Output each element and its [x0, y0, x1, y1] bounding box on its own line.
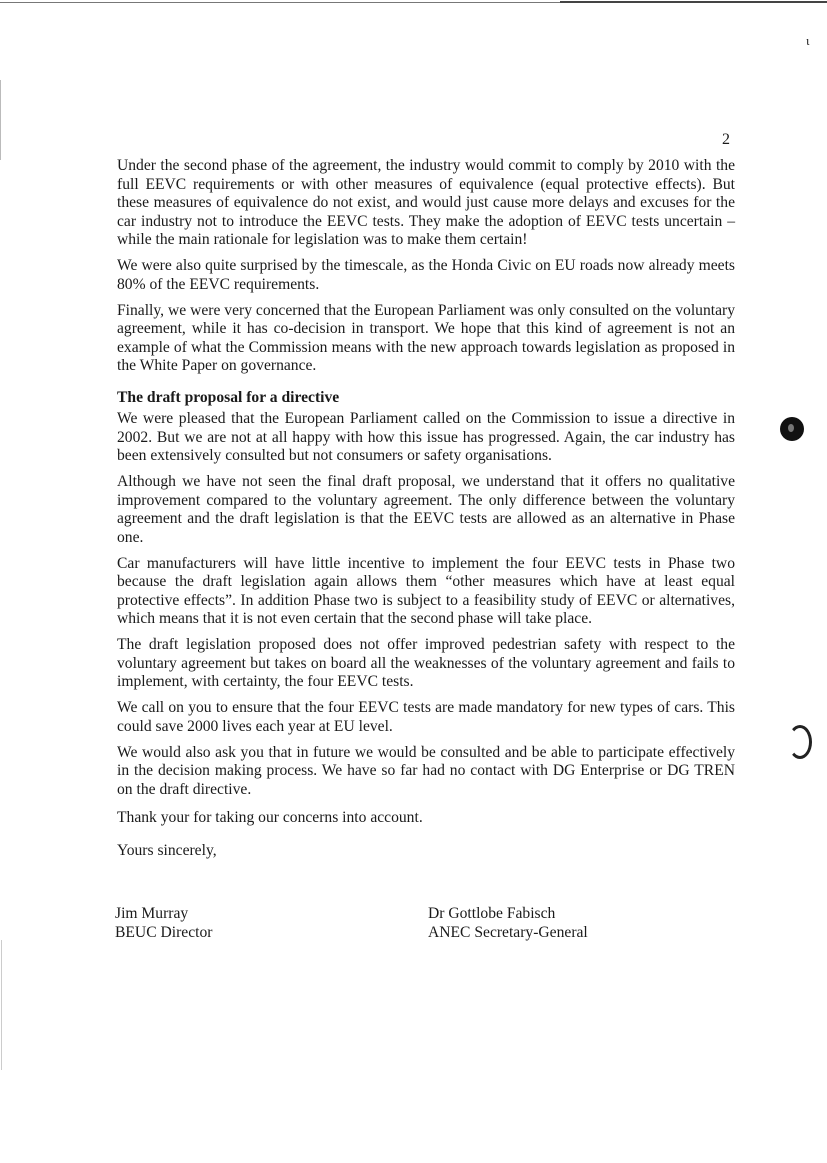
signatory-name: Dr Gottlobe Fabisch [428, 905, 556, 922]
paragraph: We would also ask you that in future we would be consulted and be able to participate effectively in the decision making process. We have so far had no contact with DG Enterprise or DG TREN on the draft directive. [117, 743, 735, 798]
paragraph: Although we have not seen the final draft proposal, we understand that it offers no qualitative improvement compared to the voluntary agreement. The only difference between the voluntary agreement and the draft legislation is that the EEVC tests are allowed as an alternative in Phase one. [117, 473, 735, 546]
paragraph: Car manufacturers will have little incentive to implement the four EEVC tests in Phase two because the draft legislation again allows them “other measures which have at least equal protective effects”. In addition Phase two is subject to a feasibility study of EEVC or alternatives, which means that it is not even certain that the second phase will take place. [117, 554, 735, 627]
signature-block-beuc [115, 905, 212, 942]
signatory-name: Jim Murray [115, 905, 189, 922]
paragraph: We were also quite surprised by the timescale, as the Honda Civic on EU roads now already meets 80% of the EEVC requirements. [117, 257, 735, 293]
paragraph: Under the second phase of the agreement, the industry would commit to comply by 2010 with the full EEVC requirements or with other measures of equivalence (equal protective effects). But these measures of equivalence do not exist, and would just cause more delays and excuses for the car industry not to introduce the EEVC tests. They make the adoption of EEVC tests uncertain – while the main rationale for legislation was to make them certain! [117, 157, 735, 248]
signatory-title: BEUC Director [115, 923, 213, 941]
signature-block-anec [428, 905, 588, 942]
scan-left-edge [0, 80, 1, 160]
scan-left-edge-lower [1, 940, 2, 1070]
salutation: Yours sincerely, [117, 841, 217, 859]
page-number: 2 [722, 131, 730, 148]
letter-body [117, 157, 735, 868]
paragraph: The draft legislation proposed does not offer improved pedestrian safety with respect to the voluntary agreement but takes on board all the weaknesses of the voluntary agreement and fails to implement, with certainty, the four EEVC tests. [117, 636, 735, 690]
section-heading: The draft proposal for a directive [117, 388, 340, 406]
paragraph: We call on you to ensure that the four EEVC tests are made mandatory for new types of cars. This could save 2000 lives each year at EU level. [117, 699, 735, 735]
closing-line: Thank your for taking our concerns into account. [117, 809, 423, 826]
binder-mark-icon [788, 725, 812, 759]
paragraph: Finally, we were very concerned that the European Parliament was only consulted on the voluntary agreement, while it has co-decision in transport. We hope that this kind of agreement is not an example of what the Commission means with the new approach towards legislation as proposed in the White Paper on governance. [117, 301, 735, 374]
paragraph: We were pleased that the European Parliament called on the Commission to issue a directive in 2002. But we are not at all happy with how this issue has progressed. Again, the car industry has been extensively consulted but not consumers or safety organisations. [117, 410, 735, 464]
scan-top-border-dark [560, 1, 827, 3]
scan-speck: ɩ [806, 33, 810, 48]
signatory-title: ANEC Secretary-General [428, 923, 588, 941]
punch-hole-icon [780, 417, 804, 441]
